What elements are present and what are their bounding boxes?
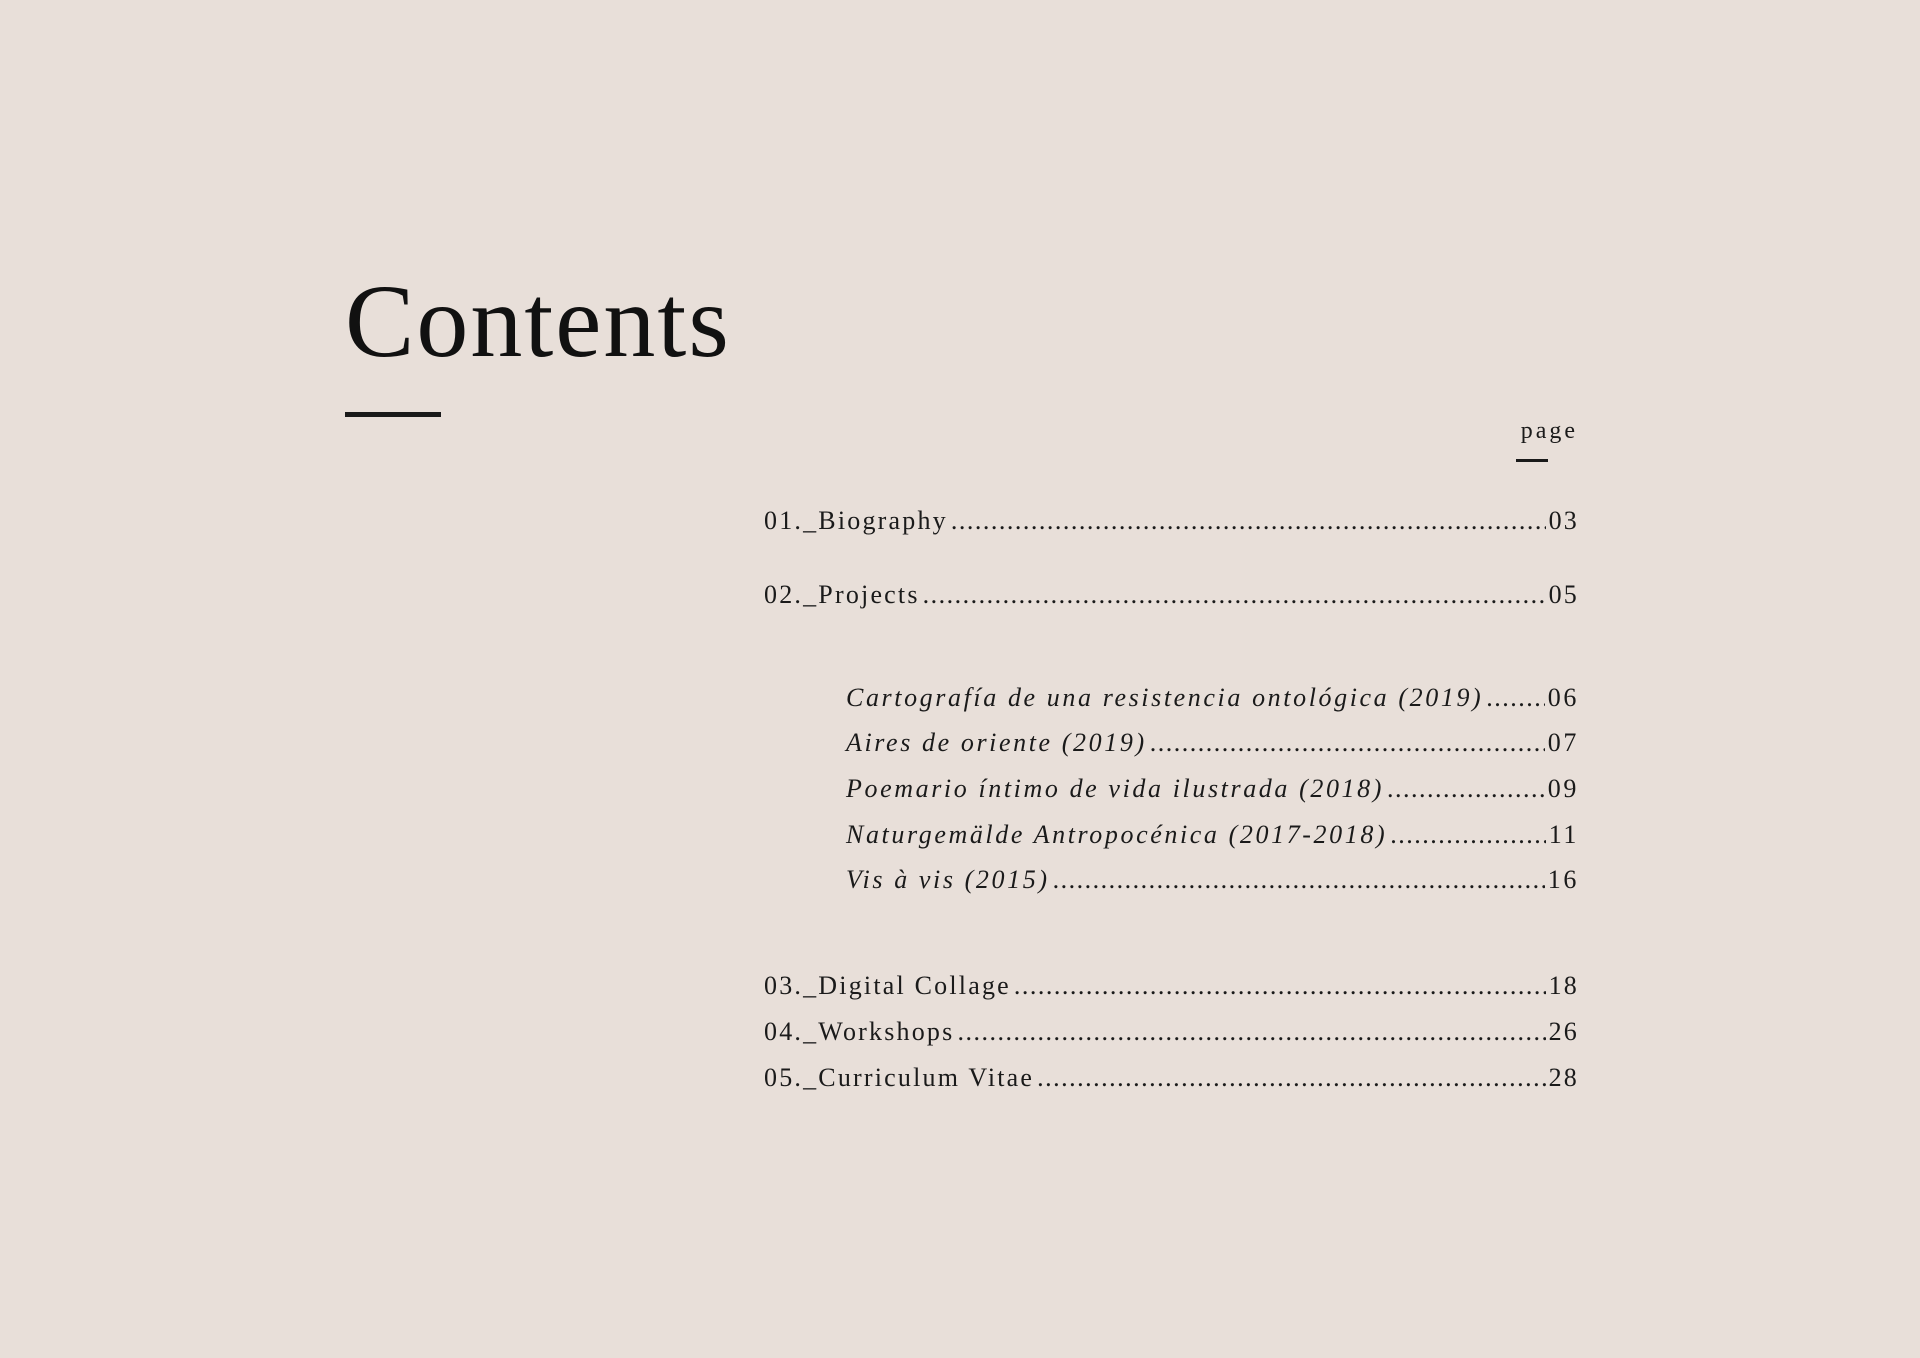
toc-subentry-label: Poemario íntimo de vida ilustrada (2018) <box>846 774 1385 803</box>
toc-subentry-aires-de-oriente[interactable] <box>846 730 1579 756</box>
toc-entry-label: 04._Workshops <box>764 1017 955 1046</box>
toc-subentry-cartografia[interactable] <box>846 685 1579 711</box>
toc-dot-leader <box>1014 973 1546 999</box>
toc-entry-page-number: 26 <box>1548 1017 1579 1046</box>
toc-subentry-page-number: 09 <box>1547 774 1579 803</box>
toc-entry-label: 02._Projects <box>764 580 920 609</box>
toc-dot-leader <box>1486 685 1545 711</box>
toc-subentry-vis-a-vis[interactable] <box>846 867 1579 893</box>
toc-dot-leader <box>1037 1065 1545 1091</box>
toc-dot-leader <box>1390 822 1546 848</box>
toc-entry-label: 01._Biography <box>764 506 948 535</box>
page-column-underline <box>1516 459 1548 462</box>
toc-dot-leader <box>1150 730 1545 756</box>
toc-entry-page-number: 28 <box>1548 1063 1579 1092</box>
toc-subentry-label: Aires de oriente (2019) <box>846 728 1147 757</box>
toc-dot-leader <box>923 582 1546 608</box>
toc-subentry-page-number: 06 <box>1547 683 1579 712</box>
toc-entry-biography[interactable] <box>764 508 1579 534</box>
toc-subentry-page-number: 11 <box>1548 820 1579 849</box>
toc-subentry-page-number: 16 <box>1547 865 1579 894</box>
toc-entry-page-number: 03 <box>1548 506 1579 535</box>
toc-entry-page-number: 18 <box>1548 971 1579 1000</box>
toc-entry-digital-collage[interactable] <box>764 973 1579 999</box>
page-title: Contents <box>345 264 731 379</box>
toc-entry-curriculum-vitae[interactable] <box>764 1065 1579 1091</box>
toc-dot-leader <box>1053 867 1545 893</box>
page-column-label: page <box>1520 418 1578 444</box>
toc-subentry-label: Naturgemälde Antropocénica (2017-2018) <box>846 820 1388 849</box>
toc-entry-workshops[interactable] <box>764 1019 1579 1045</box>
toc-entry-projects[interactable] <box>764 582 1579 608</box>
toc-dot-leader <box>951 508 1546 534</box>
toc-subentry-label: Vis à vis (2015) <box>846 865 1050 894</box>
toc-subentry-page-number: 07 <box>1547 728 1579 757</box>
toc-dot-leader <box>957 1019 1545 1045</box>
toc-entry-page-number: 05 <box>1548 580 1579 609</box>
toc-entry-label: 03._Digital Collage <box>764 971 1011 1000</box>
toc-dot-leader <box>1387 776 1545 802</box>
toc-subentry-naturgemalde[interactable] <box>846 822 1579 848</box>
toc-entry-label: 05._Curriculum Vitae <box>764 1063 1035 1092</box>
toc-subentry-label: Cartografía de una resistencia ontológica (2019) <box>846 683 1484 712</box>
title-underline <box>345 412 441 417</box>
toc-subentry-poemario[interactable] <box>846 776 1579 802</box>
